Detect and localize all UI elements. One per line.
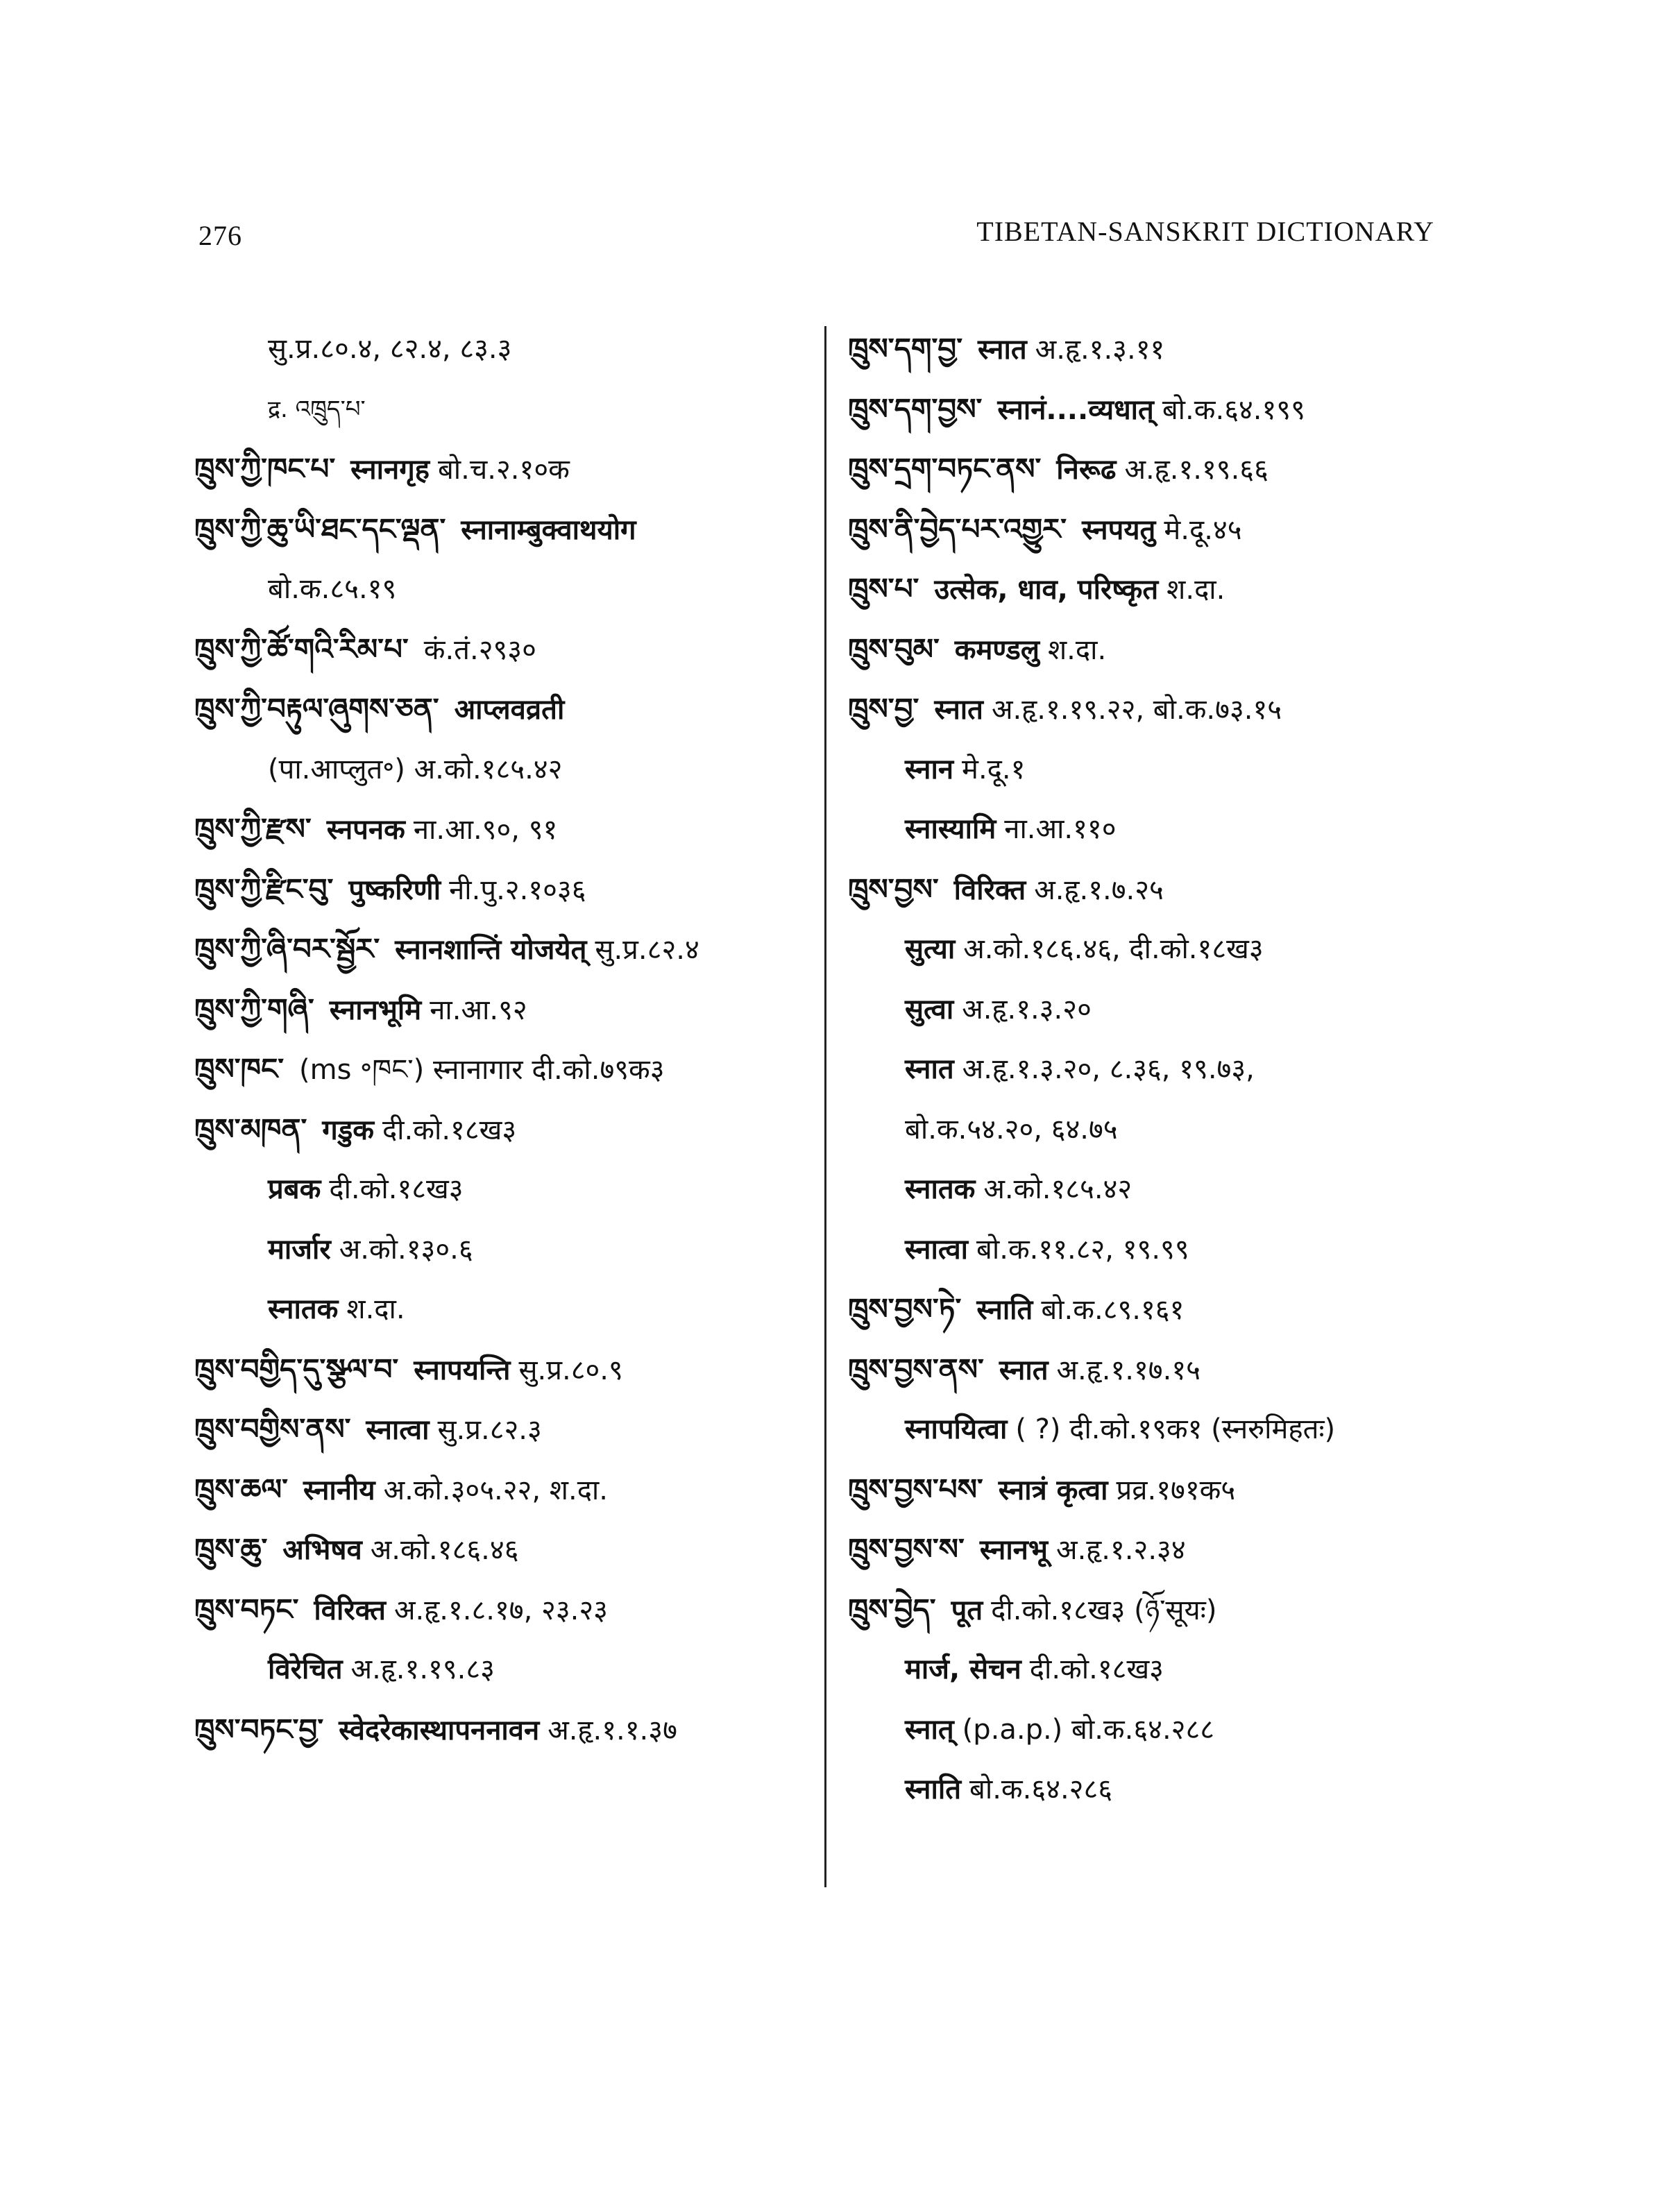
tibetan-headword: ཁྲུས་བགྱིས་ནས་ bbox=[194, 1412, 351, 1446]
tibetan-headword: ཁྲུས་བྱས་ས་ bbox=[848, 1532, 965, 1566]
source-reference: बो.क.६४.१९९ bbox=[1162, 393, 1305, 426]
dictionary-entry-line bbox=[848, 1039, 1473, 1100]
sanskrit-equivalent: स्नात्रं कृत्वा bbox=[998, 1474, 1108, 1506]
sanskrit-equivalent: उत्सेक, धाव, परिष्कृत bbox=[934, 574, 1159, 606]
dictionary-entry-line bbox=[194, 1159, 819, 1220]
tibetan-headword: ཁྲུས་བཏང་ bbox=[194, 1592, 299, 1626]
sanskrit-equivalent: सुत्या bbox=[905, 933, 956, 965]
tibetan-headword: ཁྲུས་བྱས་ཏེ་ bbox=[848, 1292, 962, 1326]
tibetan-headword: ཁྲུས་དྲག་བཏང་ནས་ bbox=[848, 452, 1042, 486]
source-reference: दी.को.१८ख३ bbox=[1029, 1653, 1164, 1685]
dictionary-entry-line bbox=[848, 679, 1473, 740]
sanskrit-equivalent: स्नाति bbox=[976, 1294, 1033, 1326]
sanskrit-equivalent: स्नातक bbox=[905, 1173, 976, 1205]
sanskrit-equivalent: स्नपनक bbox=[326, 814, 405, 846]
sanskrit-equivalent: पूत bbox=[951, 1594, 983, 1626]
dictionary-entry-line bbox=[194, 319, 819, 380]
source-reference: बो.च.२.१०क bbox=[437, 454, 570, 486]
dictionary-entry-line bbox=[194, 919, 819, 980]
dictionary-entry-line bbox=[848, 500, 1473, 560]
dictionary-entry-line bbox=[848, 1520, 1473, 1580]
dictionary-entry-line bbox=[194, 620, 819, 680]
tibetan-headword: ཁྲུས་བྱས་པས་ bbox=[848, 1472, 983, 1506]
sanskrit-equivalent: स्नात bbox=[934, 694, 983, 726]
source-reference: नी.पु.२.१०३६ bbox=[449, 874, 586, 906]
source-reference: अ.हृ.१.२.३४ bbox=[1056, 1534, 1186, 1566]
source-reference: ( ?) दी.को.१९क१ (स्नरुमिहतः) bbox=[1015, 1413, 1336, 1445]
dictionary-entry-line bbox=[194, 1640, 819, 1700]
tibetan-headword: ཁྲུས་བྱེད་ bbox=[848, 1592, 936, 1626]
tibetan-headword: ཁྲུས་ཀྱི་ཞི་བར་སྦྱོར་ bbox=[194, 932, 380, 966]
tibetan-headword: ཁྲུས་ཆལ་ bbox=[194, 1472, 288, 1506]
dictionary-entry-line bbox=[848, 799, 1473, 860]
dictionary-entry-line bbox=[848, 860, 1473, 920]
tibetan-headword: ཁྲུས་དག་བྱ་ bbox=[848, 332, 963, 366]
source-reference: दी.को.१८ख३ (ཉོ་सूयः) bbox=[991, 1594, 1217, 1626]
source-reference: अ.हृ.१.१७.१५ bbox=[1056, 1354, 1200, 1386]
source-reference: अ.हृ.१.१.३७ bbox=[548, 1714, 677, 1746]
source-reference: (p.a.p.) बो.क.६४.२८८ bbox=[962, 1713, 1215, 1746]
dictionary-entry-line bbox=[194, 1520, 819, 1580]
source-reference: अ.हृ.१.३.२०, ८.३६, १९.७३, bbox=[962, 1053, 1255, 1085]
sanskrit-equivalent: विरिक्त bbox=[953, 874, 1026, 906]
tibetan-headword: ཁྲུས་བྱས་ bbox=[848, 871, 939, 906]
source-reference: सु.प्र.८२.३ bbox=[437, 1414, 542, 1446]
sanskrit-equivalent: स्नास्यामि bbox=[905, 813, 996, 845]
tibetan-headword: ཁྲུས་མཁན་ bbox=[194, 1112, 307, 1146]
source-reference: श.दा. bbox=[1047, 633, 1107, 666]
tibetan-headword: ཁྲུས་ནི་བྱེད་པར་འགྱུར་ bbox=[848, 511, 1067, 546]
sanskrit-equivalent: मार्ज, सेचन bbox=[905, 1653, 1021, 1685]
sanskrit-equivalent: स्नात bbox=[905, 1053, 954, 1085]
source-reference: अ.हृ.१.१९.६६ bbox=[1124, 454, 1269, 486]
tibetan-headword: ཁྲུས་ཁང་ bbox=[194, 1052, 285, 1086]
source-reference: अ.को.१३०.६ bbox=[339, 1233, 473, 1266]
sanskrit-equivalent: कमण्डलु bbox=[954, 633, 1040, 666]
sanskrit-equivalent: अभिषव bbox=[282, 1534, 362, 1566]
tibetan-headword: ཁྲུས་བྱས་ནས་ bbox=[848, 1352, 984, 1386]
source-reference: अ.को.१८६.४६ bbox=[370, 1534, 519, 1566]
source-reference: अ.हृ.१.१९.८३ bbox=[350, 1653, 495, 1685]
source-reference: श.दा. bbox=[346, 1293, 405, 1325]
left-column bbox=[194, 319, 819, 1760]
sanskrit-equivalent: गडुक bbox=[322, 1114, 374, 1146]
source-reference: बो.क.६४.२८६ bbox=[969, 1773, 1113, 1805]
dictionary-entry-line bbox=[194, 439, 819, 500]
source-reference: (ms ॰ཁང་) स्नानागार दी.को.७९क३ bbox=[299, 1054, 665, 1086]
source-reference: अ.को.१८६.४६, दी.को.१८ख३ bbox=[963, 933, 1264, 965]
source-reference: अ.हृ.१.१९.२२, बो.क.७३.१५ bbox=[991, 694, 1282, 726]
sanskrit-equivalent: स्नाति bbox=[905, 1773, 961, 1805]
dictionary-entry-line bbox=[848, 1460, 1473, 1520]
source-reference: कं.तं.२९३० bbox=[423, 633, 536, 666]
sanskrit-equivalent: स्नात्वा bbox=[366, 1414, 430, 1446]
dictionary-entry-line bbox=[194, 980, 819, 1040]
dictionary-entry-line bbox=[194, 1399, 819, 1460]
source-reference: बो.क.८५.१९ bbox=[268, 573, 397, 605]
tibetan-headword: ཁྲུས་ཀྱི་ཆུ་ཡི་ཐང་དང་ལྡན་ bbox=[194, 511, 446, 546]
sanskrit-equivalent: पुष्करिणी bbox=[348, 874, 441, 906]
sanskrit-equivalent: स्नानीय bbox=[303, 1474, 375, 1506]
source-reference: मे.दू.१ bbox=[962, 753, 1026, 785]
sanskrit-equivalent: स्नानशान्तिं योजयेत् bbox=[395, 934, 587, 966]
tibetan-headword: ཁྲུས་བཏང་བྱ་ bbox=[194, 1712, 324, 1746]
dictionary-entry-line bbox=[194, 860, 819, 920]
tibetan-headword: ཁྲུས་ཀྱི་རྫས་ bbox=[194, 812, 312, 846]
tibetan-headword: ཁྲུས་ཀྱི་བརྟུལ་ཞུགས་ཅན་ bbox=[194, 692, 439, 726]
sanskrit-equivalent: स्नानं....व्यधात् bbox=[997, 393, 1154, 426]
dictionary-entry-line bbox=[848, 980, 1473, 1040]
sanskrit-equivalent: स्नातक bbox=[268, 1293, 339, 1325]
source-reference: अ.को.३०५.२२, श.दा. bbox=[383, 1474, 609, 1506]
sanskrit-equivalent: विरिक्त bbox=[314, 1594, 386, 1626]
source-reference: बो.क.८९.१६१ bbox=[1041, 1294, 1185, 1326]
source-reference: ना.आ.११० bbox=[1004, 813, 1117, 845]
tibetan-headword: ཁྲུས་ཀྱི་ཁང་པ་ bbox=[194, 452, 336, 486]
sanskrit-equivalent: स्नापयित्वा bbox=[905, 1413, 1008, 1445]
source-reference: अ.हृ.१.३.२० bbox=[962, 993, 1092, 1026]
sanskrit-equivalent: स्नानाम्बुक्वाथयोग bbox=[461, 513, 636, 546]
sanskrit-equivalent: निरूढ bbox=[1056, 454, 1117, 486]
dictionary-entry-line bbox=[194, 1340, 819, 1400]
sanskrit-equivalent: स्नात bbox=[999, 1354, 1049, 1386]
sanskrit-equivalent: स्नपयतु bbox=[1082, 513, 1156, 546]
source-reference: ना.आ.९२ bbox=[430, 994, 527, 1026]
source-reference: बो.क.११.८२, १९.९९ bbox=[976, 1233, 1189, 1266]
page-number: 276 bbox=[198, 220, 242, 251]
dictionary-entry-line bbox=[848, 1220, 1473, 1280]
source-reference: बो.क.५४.२०, ६४.७५ bbox=[905, 1113, 1118, 1146]
dictionary-entry-line bbox=[848, 1700, 1473, 1760]
dictionary-entry-line bbox=[848, 1580, 1473, 1640]
sanskrit-equivalent: सुत्वा bbox=[905, 993, 954, 1026]
dictionary-entry-line bbox=[848, 620, 1473, 680]
sanskrit-equivalent: स्नात् bbox=[905, 1713, 954, 1746]
sanskrit-equivalent: स्नात bbox=[978, 334, 1027, 366]
tibetan-headword: ཁྲུས་ཀྱི་གཞི་ bbox=[194, 992, 314, 1026]
dictionary-entry-line bbox=[194, 380, 819, 440]
dictionary-entry-line bbox=[848, 559, 1473, 620]
dictionary-entry-line bbox=[194, 679, 819, 740]
source-reference: सु.प्र.८०.९ bbox=[518, 1354, 623, 1386]
tibetan-headword: ཁྲུས་བུམ་ bbox=[848, 631, 940, 666]
dictionary-entry-line bbox=[194, 799, 819, 860]
dictionary-entry-line bbox=[194, 1460, 819, 1520]
dictionary-entry-line bbox=[194, 1039, 819, 1100]
dictionary-entry-line bbox=[848, 740, 1473, 800]
source-reference: प्रव्र.१७१क५ bbox=[1116, 1474, 1236, 1506]
dictionary-entry-line bbox=[194, 1279, 819, 1340]
source-reference: द्र. འཁྲུད་པ་ bbox=[268, 395, 366, 423]
sanskrit-equivalent: स्नान bbox=[905, 753, 954, 785]
tibetan-headword: ཁྲུས་བྱ་ bbox=[848, 692, 919, 726]
dictionary-entry-line bbox=[848, 1100, 1473, 1160]
source-reference: मे.दू.४५ bbox=[1164, 513, 1242, 546]
dictionary-entry-line bbox=[848, 319, 1473, 380]
sanskrit-equivalent: आप्लवव्रती bbox=[454, 694, 565, 726]
column-divider bbox=[824, 326, 826, 1887]
source-reference: अ.हृ.१.३.११ bbox=[1035, 334, 1165, 366]
source-reference: अ.हृ.१.८.१७, २३.२३ bbox=[393, 1594, 608, 1626]
dictionary-entry-line bbox=[194, 500, 819, 560]
dictionary-entry-line bbox=[848, 380, 1473, 440]
sanskrit-equivalent: स्नानभूमि bbox=[329, 994, 422, 1026]
dictionary-entry-line bbox=[848, 1340, 1473, 1400]
dictionary-entry-line bbox=[848, 1279, 1473, 1340]
tibetan-headword: ཁྲུས་ཀྱི་རྫིང་བུ་ bbox=[194, 871, 334, 906]
dictionary-entry-line bbox=[848, 1159, 1473, 1220]
source-reference: अ.हृ.१.७.२५ bbox=[1034, 874, 1164, 906]
source-reference: दी.को.१८ख३ bbox=[382, 1114, 517, 1146]
source-reference: श.दा. bbox=[1166, 574, 1225, 606]
tibetan-headword: ཁྲུས་ཀྱི་ཚོ་གའི་རིམ་པ་ bbox=[194, 631, 409, 666]
tibetan-headword: ཁྲུས་དག་བྱས་ bbox=[848, 391, 983, 426]
tibetan-headword: ཁྲུས་ཆུ་ bbox=[194, 1532, 268, 1566]
dictionary-entry-line bbox=[848, 1640, 1473, 1700]
source-reference: दी.को.१८ख३ bbox=[329, 1173, 464, 1205]
sanskrit-equivalent: स्नापयन्ति bbox=[414, 1354, 511, 1386]
dictionary-entry-line bbox=[194, 1580, 819, 1640]
dictionary-entry-line bbox=[848, 919, 1473, 980]
source-reference: सु.प्र.८०.४, ८२.४, ८३.३ bbox=[268, 333, 512, 365]
tibetan-headword: ཁྲུས་བགྱིད་དུ་སྩལ་བ་ bbox=[194, 1352, 399, 1386]
source-reference: (पा.आप्लुत॰) अ.को.१८५.४२ bbox=[268, 753, 563, 785]
sanskrit-equivalent: स्नानगृह bbox=[350, 454, 430, 486]
dictionary-entry-line bbox=[194, 1220, 819, 1280]
dictionary-entry-line bbox=[194, 740, 819, 800]
sanskrit-equivalent: प्रबक bbox=[268, 1173, 321, 1205]
sanskrit-equivalent: स्नानभू bbox=[979, 1534, 1049, 1566]
running-title: TIBETAN-SANSKRIT DICTIONARY bbox=[976, 216, 1434, 247]
source-reference: ना.आ.९०, ९१ bbox=[413, 814, 558, 846]
source-reference: अ.को.१८५.४२ bbox=[983, 1173, 1132, 1205]
sanskrit-equivalent: स्वेदरेकास्थापननावन bbox=[339, 1714, 540, 1746]
source-reference: सु.प्र.८२.४ bbox=[595, 934, 699, 966]
sanskrit-equivalent: मार्जार bbox=[268, 1233, 331, 1266]
dictionary-entry-line bbox=[848, 1399, 1473, 1460]
dictionary-entry-line bbox=[848, 1760, 1473, 1820]
tibetan-headword: ཁྲུས་པ་ bbox=[848, 572, 919, 606]
dictionary-entry-line bbox=[194, 1100, 819, 1160]
dictionary-entry-line bbox=[848, 439, 1473, 500]
right-column bbox=[848, 319, 1473, 1820]
dictionary-entry-line bbox=[194, 1700, 819, 1760]
sanskrit-equivalent: विरेचित bbox=[268, 1653, 343, 1685]
sanskrit-equivalent: स्नात्वा bbox=[905, 1233, 969, 1266]
dictionary-entry-line bbox=[194, 559, 819, 620]
